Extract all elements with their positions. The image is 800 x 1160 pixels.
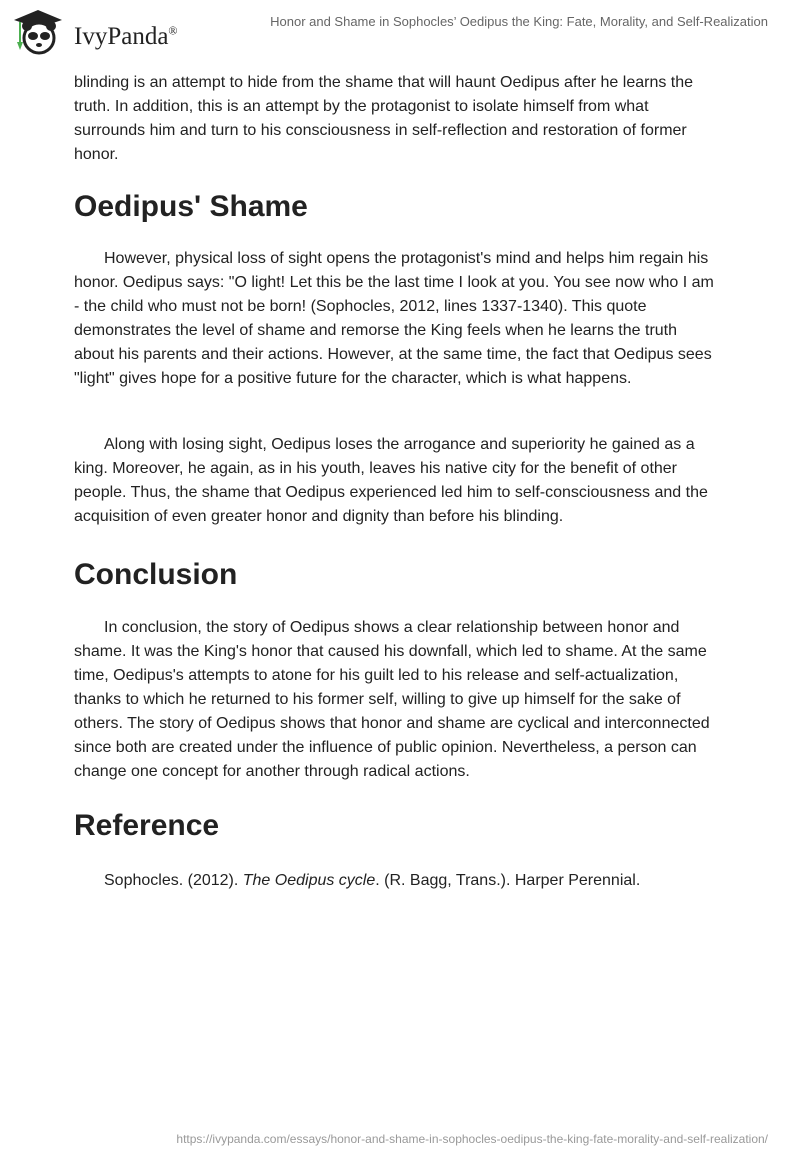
section-heading: Reference [74,809,220,842]
logo-text: IvyPanda® [74,23,178,50]
source-url[interactable]: https://ivypanda.com/essays/honor-and-shame-in-sophocles-oedipus-the-king-fate-morality-and-self-realization/ [176,1132,768,1146]
document-title: Honor and Shame in Sophocles’ Oedipus the King: Fate, Morality, and Self-Realization [270,14,768,29]
conclusion-paragraph-block [74,616,718,784]
panda-graduate-icon [12,8,68,56]
section-reference [74,808,718,844]
paragraph: In conclusion, the story of Oedipus shows a clear relationship between honor and shame. It was the King's honor that caused his downfall, which led to shame. At the same time, Oedipus's attempts to atone for his guilt led to his release and self-actualization, thanks to which he returned to his former self, willing to give up himself for the sake of others. The story of Oedipus shows that honor and shame are cyclical and interconnected since both are created under the influence of public opinion. Nevertheless, a person can change one concept for another through radical actions. [74,619,710,780]
section-oedipus-shame [74,189,718,225]
section-conclusion [74,557,718,593]
section-heading: Oedipus' Shame [74,190,308,223]
paragraph: blinding is an attempt to hide from the shame that will haunt Oedipus after he learns the truth. In addition, this is an attempt by the protagonist to isolate himself from what surrounds him and turn to his consciousness in self-reflection and restoration of former honor. [74,74,694,163]
section-heading: Conclusion [74,558,238,591]
reference-entry [74,869,718,893]
reference-publisher: . (R. Bagg, Trans.). Harper Perennial. [375,872,641,889]
reference-title: The Oedipus cycle [242,872,376,889]
ivypanda-logo[interactable] [12,8,178,56]
shame-paragraphs-2 [74,433,718,529]
reference-author: Sophocles. (2012). [104,872,243,889]
intro-paragraph-block [74,71,718,167]
shame-paragraphs [74,247,718,391]
paragraph: Along with losing sight, Oedipus loses the arrogance and superiority he gained as a king. Moreover, he again, as in his youth, leaves his native city for the benefit of other people. Thus, the shame that Oedipus experienced led him to self-consciousness and the acquisition of even greater honor and dignity than before his blinding. [74,436,708,525]
paragraph: However, physical loss of sight opens the protagonist's mind and helps him regain his honor. Oedipus says: "O light! Let this be the last time I look at you. You see now who I am - the child who must not be born! (Sophocles, 2012, lines 1337-1340). This quote demonstrates the level of shame and remorse the King feels when he learns the truth about his parents and their actions. However, at the same time, the fact that Oedipus sees "light" gives hope for a positive future for the character, which is what happens. [74,250,714,387]
